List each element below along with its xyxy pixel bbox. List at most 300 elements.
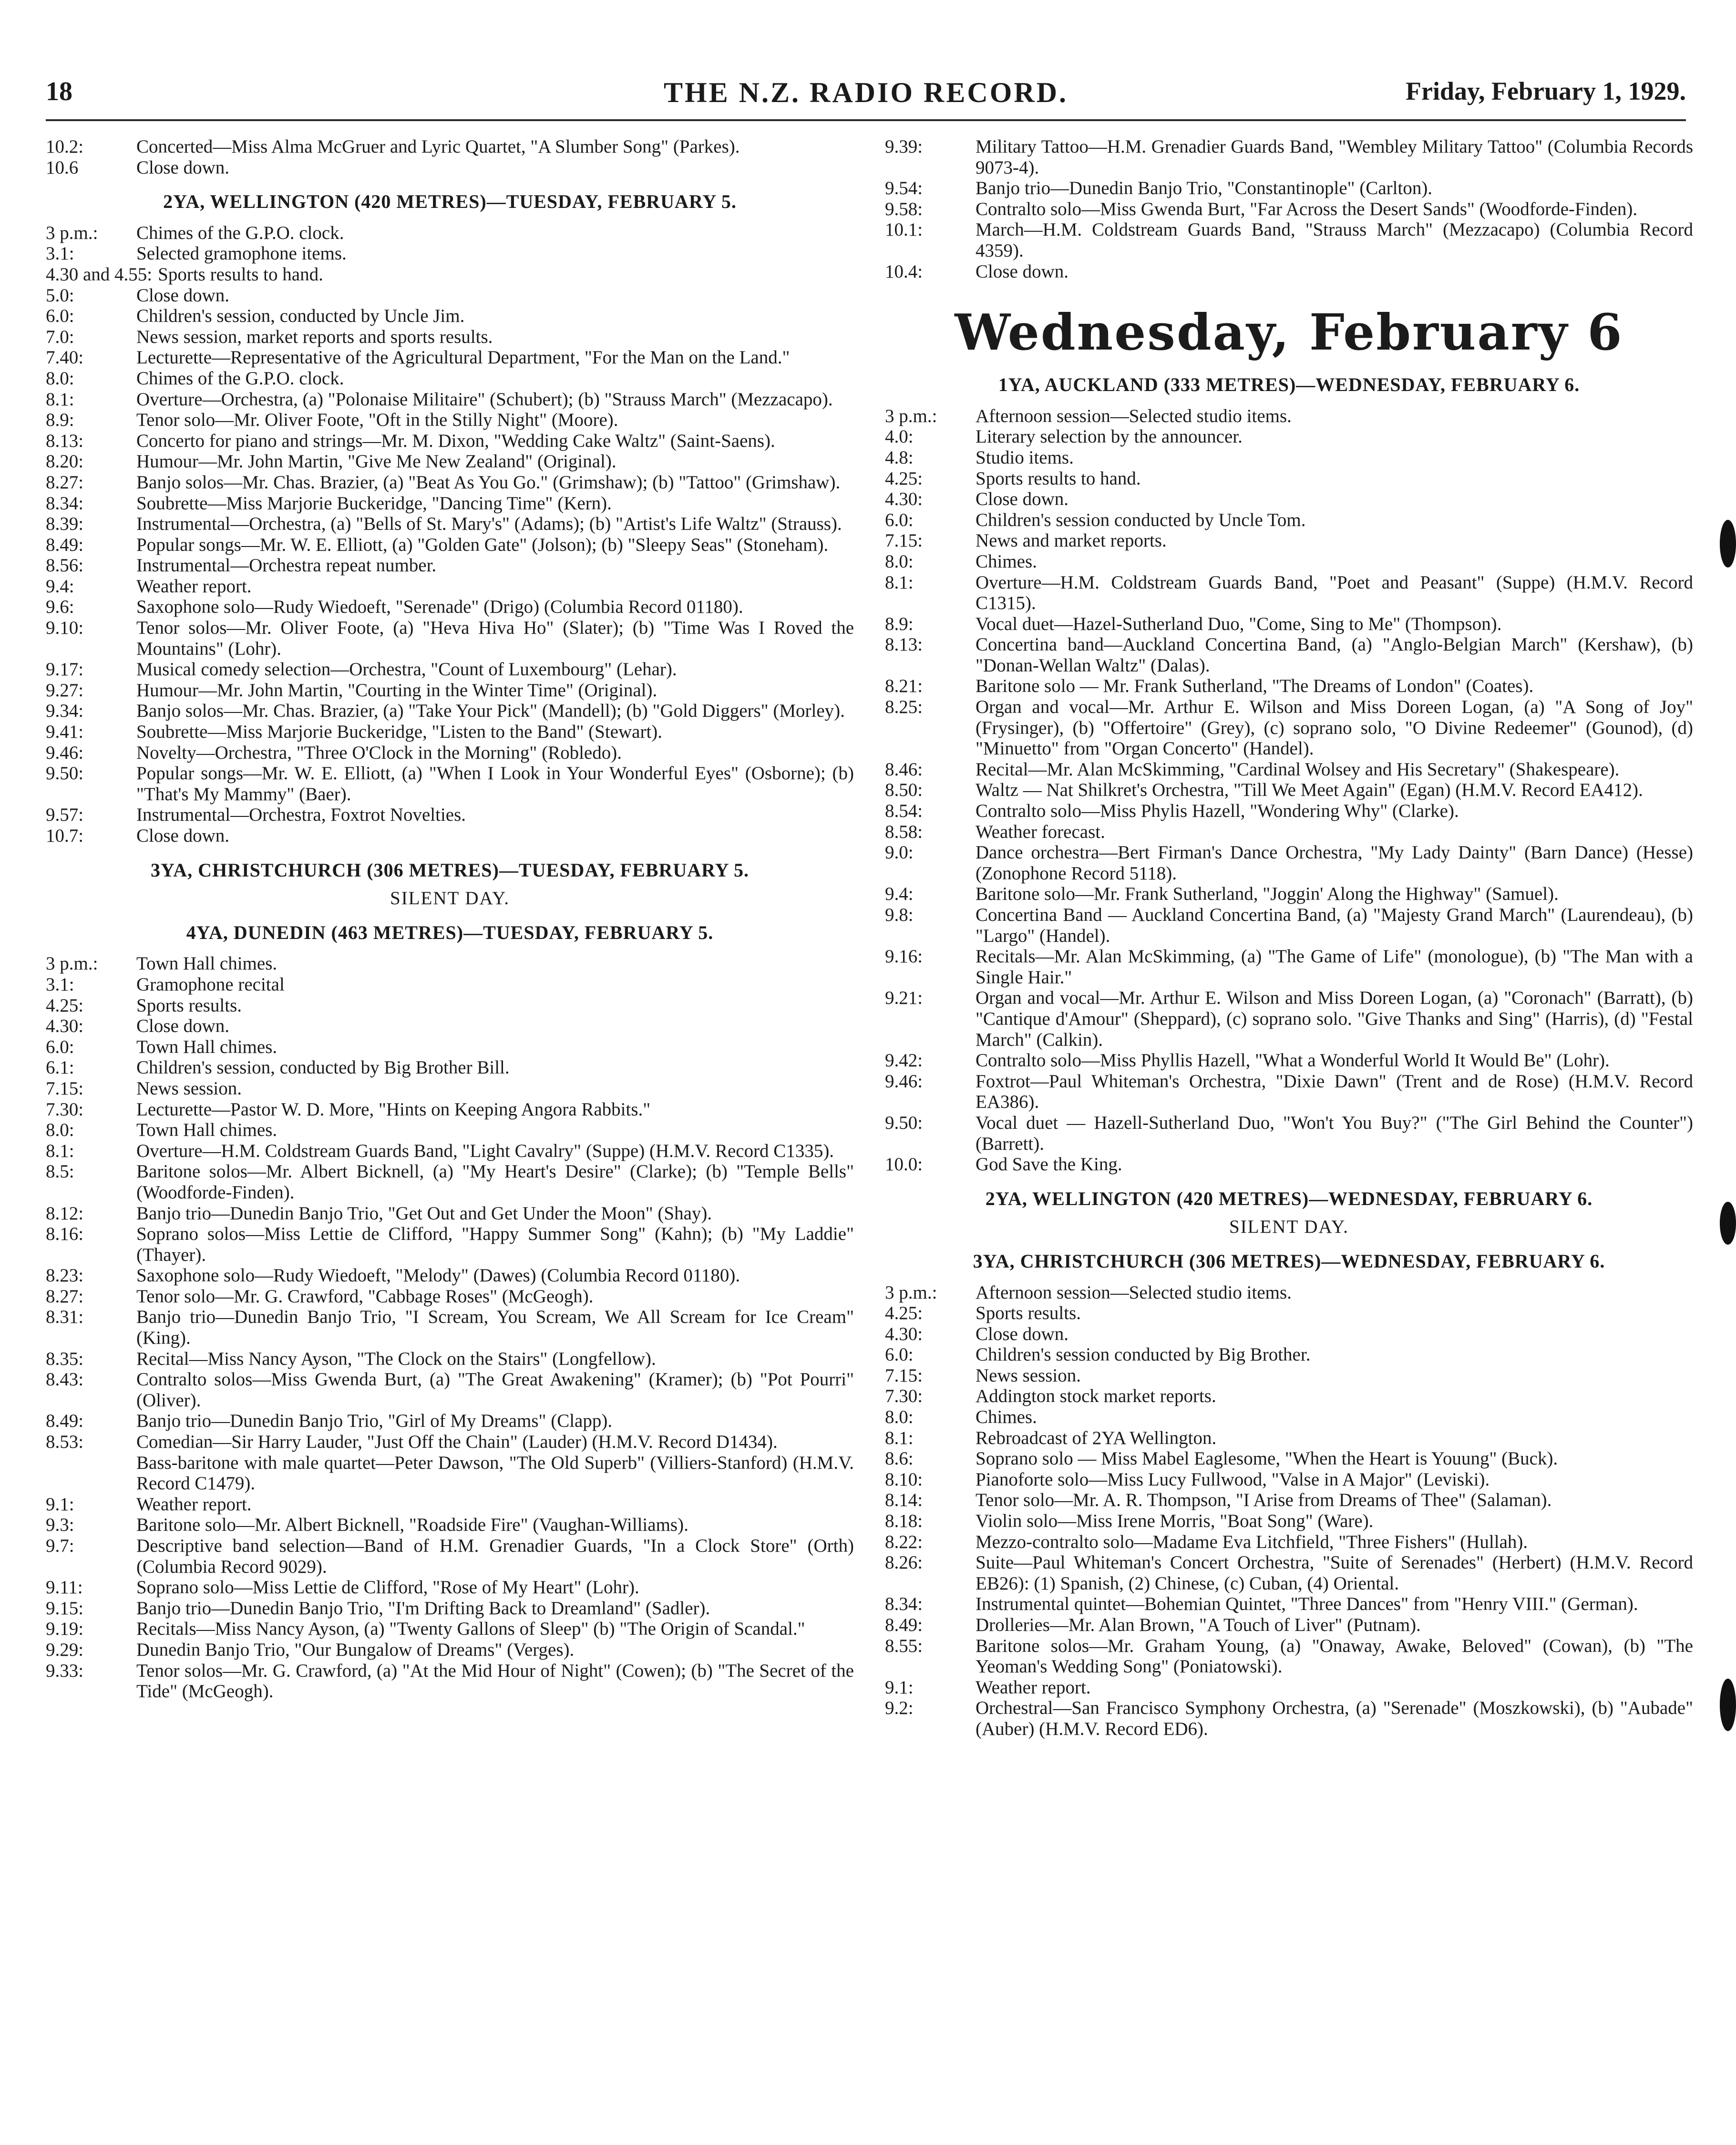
entry-time: 8.25: — [885, 697, 923, 718]
station-heading: 4YA, DUNEDIN (463 METRES)—TUESDAY, FEBRUARY 5. — [186, 921, 714, 943]
programme-entry — [46, 157, 854, 178]
entry-time: 7.15: — [885, 530, 923, 551]
programme-entry — [885, 489, 1693, 510]
programme-entry — [46, 1016, 854, 1037]
entry-time: 9.8: — [885, 905, 914, 925]
programme-entry — [46, 223, 854, 244]
programme-entry — [885, 1469, 1693, 1490]
entry-text: Children's session conducted by Big Brother. — [976, 1344, 1311, 1365]
entry-time: 9.46: — [46, 742, 84, 763]
programme-entry — [46, 1577, 854, 1598]
entry-text: Contralto solo—Miss Phylis Hazell, "Wondering Why" (Clarke). — [976, 801, 1459, 822]
entry-time: 10.2: — [46, 136, 84, 157]
entry-time: 8.1: — [46, 389, 74, 410]
entry-time: 9.21: — [885, 988, 923, 1009]
programme-entry — [46, 1660, 854, 1702]
entry-time: 6.0: — [46, 1036, 74, 1057]
programme-entry — [46, 974, 854, 995]
entry-time: 9.4: — [885, 884, 914, 905]
programme-entry — [46, 576, 854, 597]
entry-text: Sports results to hand. — [158, 264, 323, 285]
programme-list — [885, 406, 1693, 1175]
entry-text: Chimes. — [976, 1407, 1037, 1428]
entry-time: 7.15: — [885, 1365, 923, 1386]
entry-text: Concertina Band — Auckland Concertina Band, (a) "Majesty Grand March" (Laurendeau), (b) "Largo" (Handel). — [976, 905, 1693, 946]
entry-time: 4.25: — [885, 468, 923, 489]
programme-entry — [885, 614, 1693, 635]
entry-time: 8.1: — [46, 1140, 74, 1161]
entry-time: 8.0: — [885, 551, 914, 572]
entry-text: Studio items. — [976, 447, 1074, 468]
entry-time: 3 p.m.: — [46, 222, 98, 243]
entry-time: 7.30: — [885, 1386, 923, 1407]
programme-entry — [46, 389, 854, 410]
programme-entry — [885, 219, 1693, 261]
entry-text: Town Hall chimes. — [136, 1036, 277, 1057]
entry-time: 8.26: — [885, 1552, 923, 1573]
entry-text: Suite—Paul Whiteman's Concert Orchestra, "Suite of Serenades" (Herbert) (H.M.V. Record EB26): (1) Spanish, (2) Chinese, (c) Cuban, (4) Oriental. — [976, 1552, 1693, 1594]
programme-entry — [46, 1141, 854, 1162]
station-heading: 2YA, WELLINGTON (420 METRES)—WEDNESDAY, FEBRUARY 6. — [985, 1187, 1593, 1209]
programme-entry — [46, 659, 854, 680]
programme-entry — [885, 447, 1693, 468]
entry-text: Humour—Mr. John Martin, "Courting in the Winter Time" (Original). — [136, 680, 657, 701]
entry-time: 10.6 — [46, 157, 79, 178]
programme-list — [46, 136, 854, 178]
programme-list — [885, 1282, 1693, 1740]
entry-time: 9.34: — [46, 701, 84, 722]
entry-time: 9.1: — [46, 1494, 74, 1515]
programme-entry — [885, 1303, 1693, 1324]
entry-time: 8.53: — [46, 1432, 84, 1453]
entry-time: 8.23: — [46, 1265, 84, 1286]
entry-time: 8.5: — [46, 1161, 74, 1182]
programme-entry — [46, 555, 854, 576]
entry-time: 8.20: — [46, 451, 84, 472]
programme-entry — [46, 1037, 854, 1058]
entry-text: Overture—H.M. Coldstream Guards Band, "Light Cavalry" (Suppe) (H.M.V. Record C1335). — [136, 1140, 834, 1161]
entry-time: 8.35: — [46, 1348, 84, 1369]
programme-entry — [885, 551, 1693, 572]
ink-blot — [1720, 1202, 1736, 1245]
entry-text: Organ and vocal—Mr. Arthur E. Wilson and Miss Doreen Logan, (a) "Coronach" (Barratt), (b) "Cantique d'Amour" (Sheppard), (c) soprano solo. "Give Thanks and Sing" (Harris), (d) "Festal March" (Calkin). — [976, 988, 1693, 1050]
entry-time: 9.50: — [885, 1112, 923, 1133]
entry-text: Recitals—Miss Nancy Ayson, (a) "Twenty Gallons of Sleep" (b) "The Origin of Scandal." — [136, 1619, 805, 1640]
silent-day-note: SILENT DAY. — [390, 888, 510, 909]
entry-time: 8.1: — [885, 1427, 914, 1448]
entry-time: 8.50: — [885, 780, 923, 801]
issue-date: Friday, February 1, 1929. — [1406, 77, 1686, 105]
entry-text: Lecturette—Representative of the Agricultural Department, "For the Man on the Land." — [136, 347, 790, 368]
entry-time: 8.9: — [885, 613, 914, 634]
entry-time: 9.39: — [885, 136, 923, 157]
entry-time: 10.4: — [885, 261, 923, 282]
entry-text: Lecturette—Pastor W. D. More, "Hints on Keeping Angora Rabbits." — [136, 1099, 651, 1120]
programme-entry — [885, 988, 1693, 1050]
entry-text: Baritone solo — Mr. Frank Sutherland, "The Dreams of London" (Coates). — [976, 676, 1534, 697]
entry-time: 6.0: — [885, 1344, 914, 1365]
programme-entry — [885, 468, 1693, 489]
entry-time: 9.27: — [46, 680, 84, 701]
programme-entry — [885, 1552, 1693, 1594]
programme-entry — [46, 1349, 854, 1370]
programme-entry — [885, 1344, 1693, 1365]
entry-time: 9.11: — [46, 1577, 83, 1598]
entry-time: 3 p.m.: — [885, 1282, 937, 1303]
programme-entry — [46, 597, 854, 618]
entry-time: 8.56: — [46, 555, 84, 576]
ink-blot — [1720, 1679, 1736, 1731]
entry-time: 8.27: — [46, 472, 84, 493]
entry-text: Soprano solo — Miss Mabel Eaglesome, "When the Heart is Youung" (Buck). — [976, 1448, 1558, 1469]
entry-time: 3.1: — [46, 243, 74, 264]
programme-entry — [885, 1071, 1693, 1113]
entry-text: Chimes of the G.P.O. clock. — [136, 368, 344, 389]
entry-text: Comedian—Sir Harry Lauder, "Just Off the Chain" (Lauder) (H.M.V. Record D1434). — [136, 1432, 778, 1453]
programme-entry — [46, 1598, 854, 1619]
entry-text: Weather report. — [976, 1677, 1091, 1698]
programme-entry — [885, 1050, 1693, 1071]
entry-time: 4.8: — [885, 447, 914, 468]
entry-time: 9.1: — [885, 1677, 914, 1698]
entry-text: March—H.M. Coldstream Guards Band, "Strauss March" (Mezzacapo) (Columbia Record 4359). — [976, 219, 1693, 261]
entry-time: 7.30: — [46, 1099, 84, 1120]
entry-text: News session. — [976, 1365, 1081, 1386]
programme-entry — [885, 1636, 1693, 1677]
entry-text: Addington stock market reports. — [976, 1386, 1216, 1407]
entry-text: Literary selection by the announcer. — [976, 426, 1243, 447]
entry-text: Selected gramophone items. — [136, 243, 347, 264]
entry-time: 4.30: — [885, 489, 923, 510]
programme-entry — [885, 759, 1693, 780]
entry-text: Tenor solo—Mr. Oliver Foote, "Oft in the Stilly Night" (Moore). — [136, 410, 618, 431]
programme-entry — [46, 1161, 854, 1203]
entry-time: 5.0: — [46, 285, 74, 306]
entry-time: 8.27: — [46, 1286, 84, 1307]
entry-time: 4.30: — [885, 1323, 923, 1344]
programme-entry — [885, 1698, 1693, 1739]
entry-text: Pianoforte solo—Miss Lucy Fullwood, "Valse in A Major" (Leviski). — [976, 1469, 1490, 1490]
entry-text: Banjo solos—Mr. Chas. Brazier, (a) "Beat As You Go." (Grimshaw); (b) "Tattoo" (Grimshaw). — [136, 472, 841, 493]
entry-time: 8.9: — [46, 410, 74, 431]
entry-text: Saxophone solo—Rudy Wiedoeft, "Serenade" (Drigo) (Columbia Record 01180). — [136, 597, 743, 618]
entry-text: Military Tattoo—H.M. Grenadier Guards Band, "Wembley Military Tattoo" (Columbia Records 9073-4). — [976, 136, 1693, 178]
programme-entry — [885, 676, 1693, 697]
entry-time: 8.14: — [885, 1490, 923, 1511]
entry-time: 9.42: — [885, 1050, 923, 1071]
programme-entry — [885, 905, 1693, 946]
station-heading: 3YA, CHRISTCHURCH (306 METRES)—TUESDAY, FEBRUARY 5. — [151, 859, 749, 881]
entry-time: 8.39: — [46, 514, 84, 535]
programme-entry — [885, 1532, 1693, 1553]
entry-time: 9.17: — [46, 659, 84, 680]
page-number: 18 — [46, 77, 72, 106]
entry-text: Children's session, conducted by Uncle Jim. — [136, 306, 465, 327]
programme-entry — [885, 1282, 1693, 1303]
station-heading: 3YA, CHRISTCHURCH (306 METRES)—WEDNESDAY, FEBRUARY 6. — [973, 1250, 1605, 1272]
entry-time: 8.6: — [885, 1448, 914, 1469]
entry-text: Soubrette—Miss Marjorie Buckeridge, "Dancing Time" (Kern). — [136, 493, 612, 514]
entry-text: Sports results. — [136, 995, 242, 1016]
programme-entry — [46, 680, 854, 701]
programme-list — [885, 136, 1693, 282]
entry-time: 10.0: — [885, 1154, 923, 1175]
programme-entry — [46, 1120, 854, 1141]
programme-entry — [46, 1411, 854, 1432]
programme-entry — [885, 1490, 1693, 1511]
entry-time: 8.13: — [885, 634, 923, 655]
programme-entry — [885, 261, 1693, 282]
entry-text: Tenor solo—Mr. G. Crawford, "Cabbage Roses" (McGeogh). — [136, 1286, 594, 1307]
programme-entry — [885, 136, 1693, 178]
programme-entry — [885, 1428, 1693, 1449]
entry-time: 8.31: — [46, 1307, 84, 1328]
programme-entry — [885, 530, 1693, 551]
programme-entry — [885, 510, 1693, 531]
entry-time: 4.25: — [46, 995, 84, 1016]
programme-entry — [46, 306, 854, 327]
programme-list — [46, 223, 854, 846]
entry-text: Close down. — [136, 157, 229, 178]
programme-entry — [46, 535, 854, 556]
programme-entry — [885, 697, 1693, 759]
programme-entry — [885, 199, 1693, 220]
entry-text: Baritone solos—Mr. Albert Bicknell, (a) "My Heart's Desire" (Clarke); (b) "Temple Bells" (Woodforde-Finden). — [136, 1161, 854, 1203]
station-heading: 1YA, AUCKLAND (333 METRES)—WEDNESDAY, FEBRUARY 6. — [998, 374, 1580, 396]
entry-text: Recitals—Mr. Alan McSkimming, (a) "The Game of Life" (monologue), (b) "The Man with a Single Hair." — [976, 946, 1693, 988]
programme-entry — [46, 1494, 854, 1515]
entry-text: Vocal duet—Hazel-Sutherland Duo, "Come, Sing to Me" (Thompson). — [976, 613, 1502, 634]
programme-entry — [885, 634, 1693, 676]
programme-entry — [885, 426, 1693, 447]
programme-entry — [46, 431, 854, 452]
entry-text: Instrumental quintet—Bohemian Quintet, "Three Dances" from "Henry VIII." (German). — [976, 1594, 1638, 1615]
entry-time: 8.58: — [885, 821, 923, 842]
entry-time: 8.18: — [885, 1511, 923, 1532]
programme-entry — [885, 1511, 1693, 1532]
programme-entry — [885, 1365, 1693, 1386]
entry-time: 8.49: — [46, 534, 84, 555]
programme-entry — [46, 804, 854, 825]
programme-entry — [46, 742, 854, 763]
programme-entry — [46, 285, 854, 306]
entry-text: Baritone solo—Mr. Frank Sutherland, "Joggin' Along the Highway" (Samuel). — [976, 884, 1559, 905]
entry-time: 9.3: — [46, 1515, 74, 1536]
programme-entry — [46, 1640, 854, 1660]
entry-text: Gramophone recital — [136, 974, 285, 995]
programme-entry — [46, 347, 854, 368]
entry-time: 8.43: — [46, 1369, 84, 1390]
programme-entry — [885, 406, 1693, 427]
entry-text: Town Hall chimes. — [136, 953, 277, 974]
entry-time: 8.16: — [46, 1224, 84, 1245]
entry-time: 4.0: — [885, 426, 914, 447]
programme-entry — [46, 327, 854, 348]
programme-entry — [885, 1615, 1693, 1636]
entry-text: Children's session, conducted by Big Brother Bill. — [136, 1057, 510, 1078]
programme-entry — [885, 1154, 1693, 1175]
entry-time: 7.15: — [46, 1078, 84, 1099]
entry-time: 8.10: — [885, 1469, 923, 1490]
right-column — [885, 136, 1693, 1740]
entry-text: Soubrette—Miss Marjorie Buckeridge, "Listen to the Band" (Stewart). — [136, 722, 663, 742]
entry-time: 9.46: — [885, 1071, 923, 1092]
entry-text: Orchestral—San Francisco Symphony Orchestra, (a) "Serenade" (Moszkowski), (b) "Aubade" (Auber) (H.M.V. Record ED6). — [976, 1698, 1693, 1739]
entry-text: Children's session conducted by Uncle Tom. — [976, 509, 1306, 530]
entry-text: Contralto solos—Miss Gwenda Burt, (a) "The Great Awakening" (Kramer); (b) "Pot Pourri" (Oliver). — [136, 1369, 854, 1411]
entry-time: 9.10: — [46, 618, 84, 639]
entry-time: 8.0: — [46, 368, 74, 389]
entry-text: Violin solo—Miss Irene Morris, "Boat Song" (Ware). — [976, 1511, 1374, 1532]
entry-time: 9.7: — [46, 1536, 74, 1556]
entry-time: 9.29: — [46, 1639, 84, 1660]
programme-entry — [46, 995, 854, 1016]
entry-text: Close down. — [136, 1016, 229, 1037]
entry-text: Foxtrot—Paul Whiteman's Orchestra, "Dixie Dawn" (Trent and de Rose) (H.M.V. Record EA386). — [976, 1071, 1693, 1113]
entry-time: 9.41: — [46, 722, 84, 742]
programme-entry — [885, 1448, 1693, 1469]
programme-entry — [46, 264, 854, 285]
programme-entry — [46, 1307, 854, 1348]
entry-time: 8.0: — [885, 1407, 914, 1428]
entry-time: 3 p.m.: — [46, 953, 98, 974]
entry-time: 3 p.m.: — [885, 405, 937, 426]
programme-entry — [885, 178, 1693, 199]
entry-text: Tenor solos—Mr. G. Crawford, (a) "At the Mid Hour of Night" (Cowen); (b) "The Secret of the Tide" (McGeogh). — [136, 1660, 854, 1702]
programme-entry — [885, 1324, 1693, 1345]
entry-time: 8.34: — [46, 493, 84, 514]
entry-time: 8.0: — [46, 1120, 74, 1141]
entry-text: Close down. — [136, 285, 229, 306]
entry-text: Close down. — [136, 825, 229, 846]
entry-text: Afternoon session—Selected studio items. — [976, 405, 1292, 426]
programme-entry — [885, 842, 1693, 884]
programme-entry — [885, 1677, 1693, 1698]
programme-entry — [46, 618, 854, 659]
entry-text: Musical comedy selection—Orchestra, "Count of Luxembourg" (Lehar). — [136, 659, 677, 680]
programme-entry — [46, 1515, 854, 1536]
entry-text: Soprano solo—Miss Lettie de Clifford, "Rose of My Heart" (Lohr). — [136, 1577, 639, 1598]
programme-entry — [46, 763, 854, 804]
entry-text: Chimes. — [976, 551, 1037, 572]
entry-text: Tenor solo—Mr. A. R. Thompson, "I Arise from Dreams of Thee" (Salaman). — [976, 1490, 1552, 1511]
silent-day-note: SILENT DAY. — [1229, 1217, 1349, 1238]
entry-text: Concerted—Miss Alma McGruer and Lyric Quartet, "A Slumber Song" (Parkes). — [136, 136, 740, 157]
programme-entry — [46, 136, 854, 157]
entry-text: Overture—H.M. Coldstream Guards Band, "Poet and Peasant" (Suppe) (H.M.V. Record C1315). — [976, 572, 1693, 614]
entry-text: Popular songs—Mr. W. E. Elliott, (a) "Golden Gate" (Jolson); (b) "Sleepy Seas" (Stoneham). — [136, 534, 829, 555]
programme-entry — [885, 572, 1693, 614]
entry-time: 3.1: — [46, 974, 74, 995]
entry-text: Popular songs—Mr. W. E. Elliott, (a) "When I Look in Your Wonderful Eyes" (Osborne); (b) "That's My Mammy" (Baer). — [136, 763, 854, 804]
entry-time: 9.58: — [885, 198, 923, 219]
programme-entry — [46, 243, 854, 264]
entry-text: Instrumental—Orchestra, Foxtrot Novelties. — [136, 804, 466, 825]
entry-time: 9.54: — [885, 178, 923, 199]
programme-entry — [46, 953, 854, 974]
programme-entry — [46, 1265, 854, 1286]
entry-text: Saxophone solo—Rudy Wiedoeft, "Melody" (Dawes) (Columbia Record 01180). — [136, 1265, 740, 1286]
entry-text: Contralto solo—Miss Phyllis Hazell, "What a Wonderful World It Would Be" (Lohr). — [976, 1050, 1610, 1071]
entry-text: Organ and vocal—Mr. Arthur E. Wilson and Miss Doreen Logan, (a) "A Song of Joy" (Frysinger), (b) "Offertoire" (Grey), (c) soprano solo, "O Divine Redeemer" (Gounod), (d) "Minuetto" from "Organ Concerto" (Handel). — [976, 697, 1693, 759]
entry-text: Town Hall chimes. — [136, 1120, 277, 1141]
programme-entry — [46, 1286, 854, 1307]
programme-entry — [46, 1224, 854, 1265]
entry-text: Close down. — [976, 489, 1068, 510]
entry-time: 7.0: — [46, 326, 74, 347]
entry-text: News and market reports. — [976, 530, 1167, 551]
entry-time: 8.12: — [46, 1203, 84, 1224]
entry-time: 9.2: — [885, 1698, 914, 1719]
entry-time: 9.4: — [46, 576, 74, 597]
entry-time: 8.1: — [885, 572, 914, 593]
entry-time: 8.55: — [885, 1635, 923, 1656]
entry-text: Banjo trio—Dunedin Banjo Trio, "I'm Drifting Back to Dreamland" (Sadler). — [136, 1598, 710, 1619]
entry-text: Drolleries—Mr. Alan Brown, "A Touch of Liver" (Putnam). — [976, 1615, 1421, 1635]
programme-entry — [46, 1432, 854, 1453]
programme-entry — [46, 1619, 854, 1640]
entry-text: Soprano solos—Miss Lettie de Clifford, "Happy Summer Song" (Kahn); (b) "My Laddie" (Thayer). — [136, 1224, 854, 1265]
entry-text: Banjo solos—Mr. Chas. Brazier, (a) "Take Your Pick" (Mandell); (b) "Gold Diggers" (Morley). — [136, 701, 845, 722]
entry-text: Vocal duet — Hazell-Sutherland Duo, "Won't You Buy?" ("The Girl Behind the Counter") (Barrett). — [976, 1112, 1693, 1154]
entry-time: 8.49: — [885, 1615, 923, 1635]
entry-time: 8.54: — [885, 801, 923, 822]
entry-text: Overture—Orchestra, (a) "Polonaise Militaire" (Schubert); (b) "Strauss March" (Mezzacapo). — [136, 389, 833, 410]
entry-text: Bass-baritone with male quartet—Peter Dawson, "The Old Superb" (Villiers-Stanford) (H.M.V. Record C1479). — [136, 1452, 854, 1494]
programme-entry — [46, 701, 854, 722]
station-heading: 2YA, WELLINGTON (420 METRES)—TUESDAY, FEBRUARY 5. — [163, 191, 737, 213]
entry-text: Banjo trio—Dunedin Banjo Trio, "Girl of My Dreams" (Clapp). — [136, 1411, 613, 1432]
entry-time: 6.0: — [46, 306, 74, 327]
entry-text: Recital—Mr. Alan McSkimming, "Cardinal Wolsey and His Secretary" (Shakespeare). — [976, 759, 1620, 780]
programme-list — [46, 953, 854, 1702]
programme-entry — [46, 493, 854, 514]
programme-entry — [885, 946, 1693, 988]
entry-time: 4.25: — [885, 1303, 923, 1324]
programme-entry — [885, 884, 1693, 905]
entry-time: 9.6: — [46, 597, 74, 618]
entry-text: Dance orchestra—Bert Firman's Dance Orchestra, "My Lady Dainty" (Barn Dance) (Hesse) (Zonophone Record 5118). — [976, 842, 1693, 884]
entry-text: Baritone solos—Mr. Graham Young, (a) "Onaway, Awake, Beloved" (Cowan), (b) "The Yeoman's Wedding Song" (Poniatowski). — [976, 1635, 1693, 1677]
entry-text: Banjo trio—Dunedin Banjo Trio, "Get Out and Get Under the Moon" (Shay). — [136, 1203, 712, 1224]
programme-entry — [46, 368, 854, 389]
entry-time: 6.0: — [885, 509, 914, 530]
programme-entry — [46, 1369, 854, 1411]
programme-entry — [46, 722, 854, 742]
entry-text: Weather report. — [136, 1494, 252, 1515]
programme-entry — [885, 1386, 1693, 1407]
day-title: Wednesday, February 6 — [955, 303, 1623, 362]
entry-time: 10.7: — [46, 825, 84, 846]
entry-time: 9.16: — [885, 946, 923, 967]
programme-entry — [46, 1078, 854, 1099]
programme-entry — [46, 1099, 854, 1120]
entry-time: 8.22: — [885, 1531, 923, 1552]
entry-time: 8.49: — [46, 1411, 84, 1432]
entry-text: Weather report. — [136, 576, 252, 597]
entry-text: Afternoon session—Selected studio items. — [976, 1282, 1292, 1303]
entry-text: Baritone solo—Mr. Albert Bicknell, "Roadside Fire" (Vaughan-Williams). — [136, 1515, 688, 1536]
programme-entry — [46, 1203, 854, 1224]
programme-entry — [885, 822, 1693, 843]
programme-entry — [885, 1407, 1693, 1428]
entry-time: 9.15: — [46, 1598, 84, 1619]
entry-text: Humour—Mr. John Martin, "Give Me New Zealand" (Original). — [136, 451, 616, 472]
entry-text: Recital—Miss Nancy Ayson, "The Clock on the Stairs" (Longfellow). — [136, 1348, 656, 1369]
programme-entry — [46, 1536, 854, 1577]
entry-text: Banjo trio—Dunedin Banjo Trio, "I Scream, You Scream, We All Scream for Ice Cream" (King). — [136, 1307, 854, 1349]
entry-time: 7.40: — [46, 347, 84, 368]
